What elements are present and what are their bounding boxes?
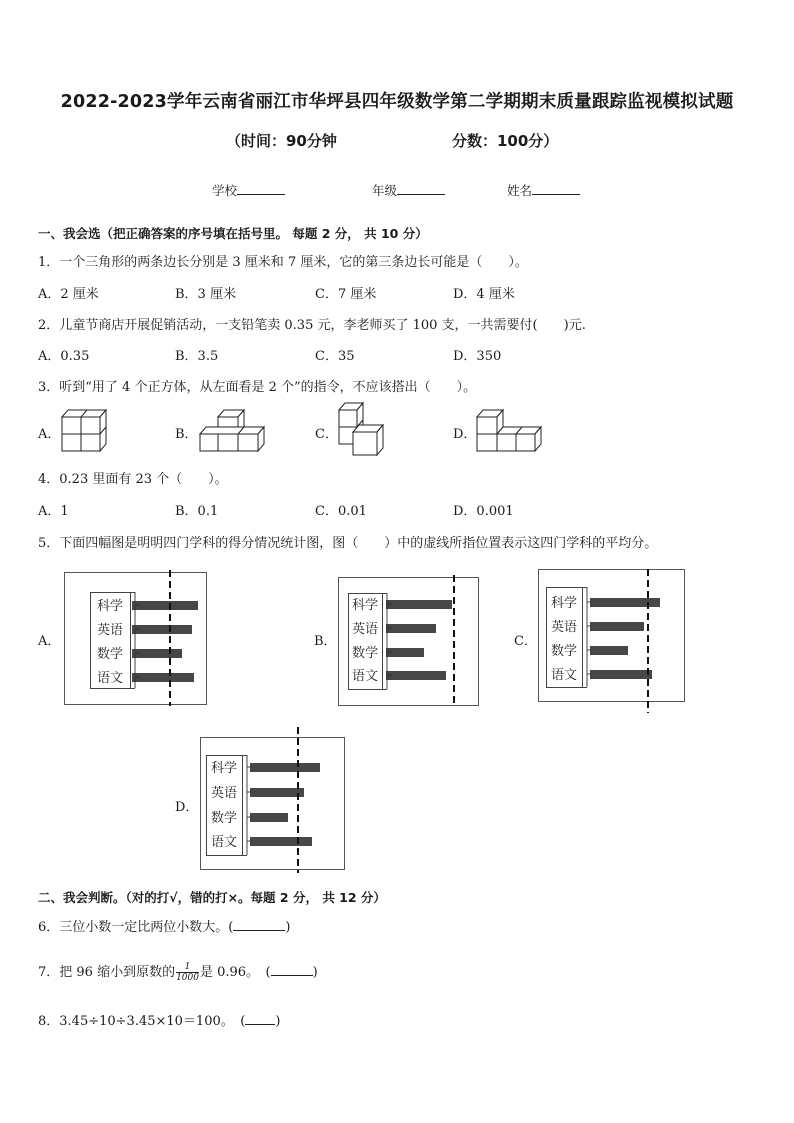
q7-close: ) xyxy=(312,965,318,980)
q3-figure-b-cubes-icon xyxy=(198,404,268,454)
q6-answer-blank[interactable] xyxy=(233,918,285,931)
q5-option-b[interactable]: B． xyxy=(314,634,337,649)
q5-figure-a xyxy=(64,570,209,706)
q3-figure-d-cubes-icon xyxy=(475,404,545,454)
q7-fraction: $\frac{1}{1000}$ xyxy=(176,962,199,983)
school-blank[interactable] xyxy=(237,182,285,195)
q5-fig-b-bar-2 xyxy=(386,648,424,657)
q5-fig-d-label-0: 科学 xyxy=(210,761,238,776)
exam-time: （时间：90分钟 xyxy=(226,132,337,150)
q3-figure-a-cubes-icon xyxy=(58,404,108,454)
q5-fig-d-bar-1 xyxy=(250,788,304,797)
school-label: 学校 xyxy=(212,183,238,198)
q5-fig-d-label-3: 语文 xyxy=(210,835,238,850)
q5-fig-d-label-1: 英语 xyxy=(210,786,238,801)
q5-fig-b-label-2: 数学 xyxy=(351,646,379,661)
q8-body: 8．3.45÷10÷3.45×10＝100。 ( xyxy=(38,1014,246,1029)
q3-figure-c-cubes-icon xyxy=(337,400,387,456)
q5-fig-c-bar-3 xyxy=(590,670,652,679)
q2-option-a[interactable]: A．0.35 xyxy=(38,349,90,364)
q3-option-c[interactable]: C． xyxy=(315,427,338,442)
q5-fig-d-bar-3 xyxy=(250,837,312,846)
exam-score: 分数：100分） xyxy=(452,132,559,150)
q1-option-c[interactable]: C．7 厘米 xyxy=(315,287,377,302)
grade-field[interactable] xyxy=(372,181,445,199)
q5-fig-b-bar-1 xyxy=(386,624,436,633)
q5-figure-d xyxy=(200,727,346,873)
q5-fig-c-bar-0 xyxy=(590,598,660,607)
q1-option-a[interactable]: A．2 厘米 xyxy=(38,287,99,302)
q5-fig-d-bar-2 xyxy=(250,813,288,822)
q5-fig-a-label-0: 科学 xyxy=(96,599,124,614)
q4-option-b[interactable]: B．0.1 xyxy=(175,504,219,519)
name-field[interactable] xyxy=(507,181,580,199)
q5-fig-a-bar-0 xyxy=(132,601,198,610)
q5-option-d[interactable]: D． xyxy=(175,800,199,815)
q5-fig-c-bar-1 xyxy=(590,622,644,631)
q3-text: 3．听到“用了 4 个正方体，从左面看是 2 个”的指令，不应该搭出（ ）。 xyxy=(38,380,477,395)
grade-blank[interactable] xyxy=(397,182,445,195)
name-blank[interactable] xyxy=(532,182,580,195)
q5-fig-c-label-0: 科学 xyxy=(550,596,578,611)
q8-answer-blank[interactable] xyxy=(245,1012,275,1025)
q7-body-pre: 7．把 96 缩小到原数的 xyxy=(38,965,176,980)
q5-fig-a-label-3: 语文 xyxy=(96,671,124,686)
q5-text: 5．下面四幅图是明明四门学科的得分情况统计图，图（ ）中的虚线所指位置表示这四门学科的平均分。 xyxy=(38,536,658,551)
q1-option-b[interactable]: B．3 厘米 xyxy=(175,287,236,302)
q5-figure-c xyxy=(538,569,686,713)
q7-text xyxy=(38,961,318,983)
section1-heading: 一、我会选（把正确答案的序号填在括号里。 每题 2 分， 共 10 分） xyxy=(38,226,428,241)
q5-fig-b-bar-0 xyxy=(386,600,452,609)
q8-text xyxy=(38,1010,280,1029)
q2-option-b[interactable]: B．3.5 xyxy=(175,349,219,364)
q5-fig-a-label-2: 数学 xyxy=(96,647,124,662)
q6-close: ) xyxy=(285,920,291,935)
q3-option-d[interactable]: D． xyxy=(453,427,477,442)
q4-option-c[interactable]: C．0.01 xyxy=(315,504,367,519)
q4-option-d[interactable]: D．0.001 xyxy=(453,504,514,519)
q5-figure-b xyxy=(338,575,480,707)
q3-option-b[interactable]: B． xyxy=(175,427,198,442)
q2-option-d[interactable]: D．350 xyxy=(453,349,502,364)
q3-option-a[interactable]: A． xyxy=(38,427,61,442)
q5-fig-a-label-1: 英语 xyxy=(96,623,124,638)
q7-body-post: 是 0.96。 ( xyxy=(199,965,271,980)
q1-text: 1．一个三角形的两条边长分别是 3 厘米和 7 厘米，它的第三条边长可能是（ ）。 xyxy=(38,255,528,270)
q5-option-c[interactable]: C． xyxy=(514,634,537,649)
page-title: 2022-2023学年云南省丽江市华坪县四年级数学第二学期期末质量跟踪监视模拟试题 xyxy=(60,92,734,112)
q5-fig-c-bar-2 xyxy=(590,646,628,655)
q5-fig-c-label-1: 英语 xyxy=(550,620,578,635)
grade-label: 年级 xyxy=(372,183,398,198)
q2-text: 2．儿童节商店开展促销活动，一支铅笔卖 0.35 元，李老师买了 100 支，一共需要付( )元. xyxy=(38,318,586,333)
q5-fig-a-bar-2 xyxy=(132,649,182,658)
q5-option-a[interactable]: A． xyxy=(38,634,61,649)
q4-option-a[interactable]: A．1 xyxy=(38,504,69,519)
school-field[interactable] xyxy=(212,181,285,199)
q5-fig-a-bar-1 xyxy=(132,625,192,634)
q5-fig-d-label-2: 数学 xyxy=(210,811,238,826)
q5-fig-b-label-3: 语文 xyxy=(351,669,379,684)
q1-option-d[interactable]: D．4 厘米 xyxy=(453,287,515,302)
q8-close: ) xyxy=(275,1014,281,1029)
q5-fig-b-label-1: 英语 xyxy=(351,622,379,637)
q6-body: 6．三位小数一定比两位小数大。( xyxy=(38,920,234,935)
q4-text: 4．0.23 里面有 23 个（ ）。 xyxy=(38,472,228,487)
section2-heading: 二、我会判断。（对的打√，错的打×。每题 2 分， 共 12 分） xyxy=(38,890,386,905)
q6-text xyxy=(38,916,290,935)
q2-option-c[interactable]: C．35 xyxy=(315,349,355,364)
name-label: 姓名 xyxy=(507,183,533,198)
q5-fig-d-bar-0 xyxy=(250,763,320,772)
q5-fig-c-label-3: 语文 xyxy=(550,668,578,683)
q5-fig-a-bar-3 xyxy=(132,673,194,682)
q7-answer-blank[interactable] xyxy=(271,963,313,976)
q5-fig-b-label-0: 科学 xyxy=(351,598,379,613)
q5-fig-c-label-2: 数学 xyxy=(550,644,578,659)
q5-fig-b-bar-3 xyxy=(386,671,446,680)
